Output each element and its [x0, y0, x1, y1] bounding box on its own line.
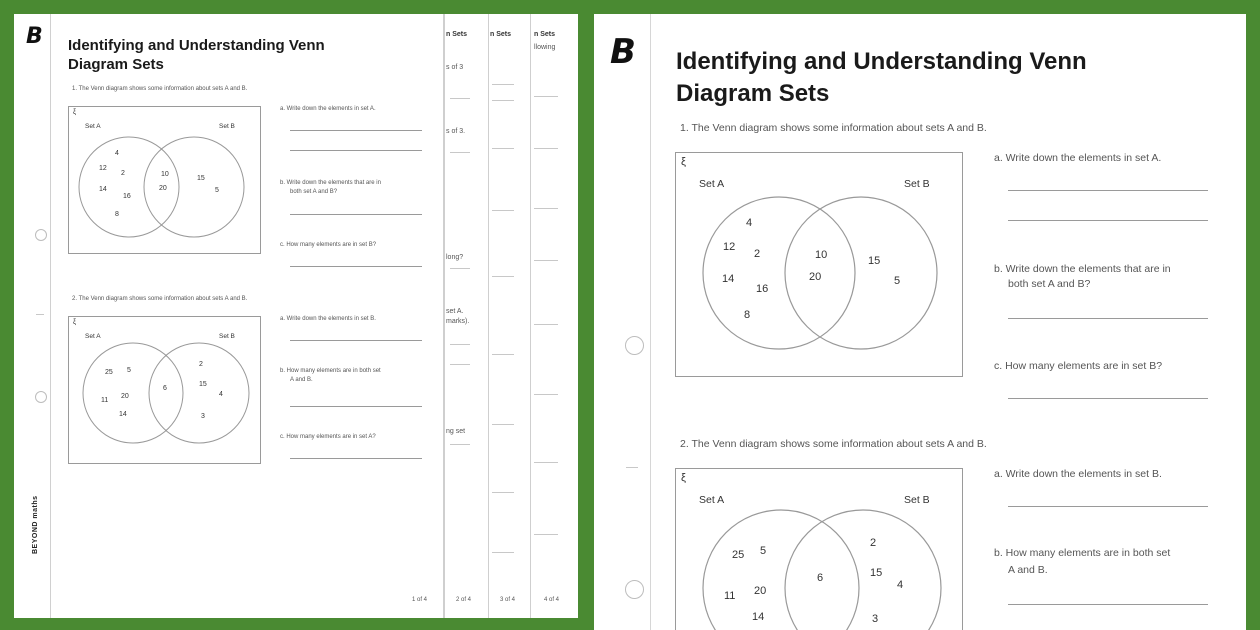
- venn-diagram-1: [675, 152, 963, 377]
- q2-part-a: a. Write down the elements in set B.: [994, 468, 1162, 480]
- venn-element: 6: [163, 385, 167, 392]
- venn-element: 3: [872, 613, 879, 625]
- venn-element: 4: [897, 579, 904, 591]
- answer-line: [1008, 604, 1208, 605]
- answer-line: [290, 406, 422, 407]
- venn-element: 15: [199, 381, 207, 388]
- peek-answer-line: [492, 276, 514, 277]
- peek-answer-line: [492, 100, 514, 101]
- question-1-intro: 1. The Venn diagram shows some information about sets A and B.: [72, 86, 248, 92]
- question-1-intro: 1. The Venn diagram shows some information about sets A and B.: [680, 122, 987, 134]
- q1-part-a: a. Write down the elements in set A.: [994, 152, 1162, 164]
- peek-answer-line: [450, 268, 470, 269]
- set-b-label: Set B: [219, 333, 235, 340]
- answer-line: [1008, 220, 1208, 221]
- venn-element: 14: [722, 273, 735, 285]
- q1-part-b: b. Write down the elements that are in: [280, 180, 381, 186]
- venn-circles: [676, 153, 964, 378]
- venn-element: 11: [724, 590, 736, 602]
- venn-element: 20: [159, 185, 167, 192]
- answer-line: [290, 458, 422, 459]
- answer-line: [1008, 190, 1208, 191]
- venn-element: 14: [99, 186, 107, 193]
- peek-answer-line: [492, 148, 514, 149]
- set-b-label: Set B: [904, 494, 930, 506]
- universal-set-symbol: ξ: [73, 109, 77, 116]
- question-2-intro: 2. The Venn diagram shows some information about sets A and B.: [680, 438, 987, 450]
- set-b-label: Set B: [904, 178, 930, 190]
- q1-part-c: c. How many elements are in set B?: [280, 242, 377, 248]
- answer-line: [290, 130, 422, 131]
- venn-element: 4: [746, 217, 753, 229]
- venn-circles: [69, 107, 262, 255]
- q2-part-b: b. How many elements are in both set: [994, 547, 1171, 559]
- venn-element: 15: [870, 567, 883, 579]
- title-line: Identifying and Understanding Venn: [676, 48, 1087, 75]
- binding-margin-line: [650, 14, 651, 630]
- peek-header: n Sets: [490, 31, 512, 38]
- venn-element: 6: [817, 572, 824, 584]
- venn-element: 5: [127, 367, 131, 374]
- page-title: [676, 46, 1087, 110]
- answer-line: [1008, 318, 1208, 319]
- peek-snippet: llowing: [534, 44, 556, 51]
- venn-element: 3: [201, 413, 205, 420]
- peek-snippet: long?: [446, 254, 464, 261]
- venn-element: 10: [161, 171, 169, 178]
- venn-element: 25: [105, 369, 113, 376]
- answer-line: [290, 214, 422, 215]
- q1-part-c: c. How many elements are in set B?: [994, 360, 1163, 372]
- page-number: 4 of 4: [544, 597, 560, 603]
- venn-element: 2: [199, 361, 203, 368]
- q1-part-b-cont: both set A and B?: [290, 189, 338, 195]
- punch-hole: [35, 391, 47, 403]
- set-a-label: Set A: [699, 178, 725, 190]
- venn-element: 12: [99, 165, 107, 172]
- peek-answer-line: [534, 96, 558, 97]
- punch-hole: [625, 336, 644, 355]
- peek-answer-line: [492, 354, 514, 355]
- answer-line: [290, 340, 422, 341]
- venn-diagram-2: [675, 468, 963, 630]
- peek-answer-line: [534, 208, 558, 209]
- q1-part-a: a. Write down the elements in set A.: [280, 106, 376, 112]
- peek-answer-line: [450, 152, 470, 153]
- venn-element: 25: [732, 549, 745, 561]
- page-2-peek: [444, 14, 488, 618]
- venn-element: 4: [219, 391, 223, 398]
- venn-element: 5: [760, 545, 767, 557]
- front-page: [14, 14, 444, 618]
- peek-answer-line: [534, 394, 558, 395]
- peek-answer-line: [450, 98, 470, 99]
- answer-line: [290, 150, 422, 151]
- venn-circles: [676, 469, 964, 630]
- venn-element: 15: [197, 175, 205, 182]
- venn-element: 16: [123, 193, 131, 200]
- title-line: Diagram Sets: [68, 56, 164, 73]
- peek-answer-line: [492, 492, 514, 493]
- venn-diagram-2: [68, 316, 261, 464]
- peek-answer-line: [492, 552, 514, 553]
- venn-element: 12: [723, 241, 736, 253]
- title-line: Identifying and Understanding Venn: [68, 37, 325, 54]
- peek-answer-line: [492, 424, 514, 425]
- peek-answer-line: [492, 210, 514, 211]
- universal-set-symbol: ξ: [681, 472, 686, 484]
- venn-element: 20: [809, 271, 822, 283]
- title-line: Diagram Sets: [676, 80, 830, 107]
- page-number: 1 of 4: [412, 597, 428, 603]
- venn-element: 20: [754, 585, 767, 597]
- peek-answer-line: [450, 444, 470, 445]
- set-b-label: Set B: [219, 123, 235, 130]
- q2-part-c: c. How many elements are in set A?: [280, 434, 376, 440]
- peek-snippet: set A.: [446, 308, 464, 315]
- beyond-logo: B: [610, 32, 636, 72]
- peek-snippet: s of 3: [446, 64, 464, 71]
- question-2-intro: 2. The Venn diagram shows some information about sets A and B.: [72, 296, 248, 302]
- punch-hole: [625, 580, 644, 599]
- venn-element: 2: [870, 537, 877, 549]
- q2-part-b: b. How many elements are in both set: [280, 368, 381, 374]
- peek-answer-line: [450, 344, 470, 345]
- venn-diagram-1: [68, 106, 261, 254]
- peek-answer-line: [450, 364, 470, 365]
- universal-set-symbol: ξ: [73, 319, 77, 326]
- fold-mark: [36, 314, 44, 315]
- set-a-label: Set A: [85, 123, 101, 130]
- page-3-peek: [488, 14, 530, 618]
- peek-answer-line: [492, 84, 514, 85]
- page-title: [68, 36, 325, 74]
- q2-part-b-cont: A and B.: [1008, 564, 1048, 576]
- peek-snippet: s of 3.: [446, 128, 466, 135]
- venn-element: 20: [121, 393, 129, 400]
- venn-element: 14: [119, 411, 127, 418]
- peek-answer-line: [534, 324, 558, 325]
- page-number: 3 of 4: [500, 597, 516, 603]
- peek-snippet: ng set: [446, 428, 466, 435]
- page-number: 2 of 4: [456, 597, 472, 603]
- set-a-label: Set A: [85, 333, 101, 340]
- venn-element: 10: [815, 249, 828, 261]
- universal-set-symbol: ξ: [681, 156, 686, 168]
- q2-part-b-cont: A and B.: [290, 377, 313, 383]
- answer-line: [290, 266, 422, 267]
- worksheet-stack-left: [14, 14, 578, 618]
- punch-hole: [35, 229, 47, 241]
- peek-header: n Sets: [446, 31, 468, 38]
- venn-element: 8: [115, 211, 119, 218]
- answer-line: [1008, 506, 1208, 507]
- worksheet-zoomed: [594, 14, 1246, 630]
- venn-element: 4: [115, 150, 119, 157]
- q1-part-b: b. Write down the elements that are in: [994, 263, 1171, 275]
- peek-snippet: marks).: [446, 318, 470, 325]
- venn-element: 15: [868, 255, 881, 267]
- peek-header: n Sets: [534, 31, 556, 38]
- fold-mark: [626, 467, 638, 468]
- peek-answer-line: [534, 462, 558, 463]
- peek-answer-line: [534, 534, 558, 535]
- beyond-logo: B: [26, 24, 43, 49]
- venn-element: 16: [756, 283, 769, 295]
- venn-element: 5: [215, 187, 219, 194]
- binding-margin-line: [50, 14, 51, 618]
- answer-line: [1008, 398, 1208, 399]
- venn-element: 2: [754, 248, 761, 260]
- venn-element: 11: [101, 397, 109, 404]
- peek-answer-line: [534, 260, 558, 261]
- venn-element: 8: [744, 309, 751, 321]
- q2-part-a: a. Write down the elements in set B.: [280, 316, 376, 322]
- venn-element: 14: [752, 611, 765, 623]
- brand-wordmark: BEYOND maths: [32, 495, 39, 554]
- page-4-peek: [530, 14, 578, 618]
- q1-part-b-cont: both set A and B?: [1008, 278, 1091, 290]
- peek-answer-line: [534, 148, 558, 149]
- set-a-label: Set A: [699, 494, 725, 506]
- venn-element: 5: [894, 275, 901, 287]
- venn-element: 2: [121, 170, 125, 177]
